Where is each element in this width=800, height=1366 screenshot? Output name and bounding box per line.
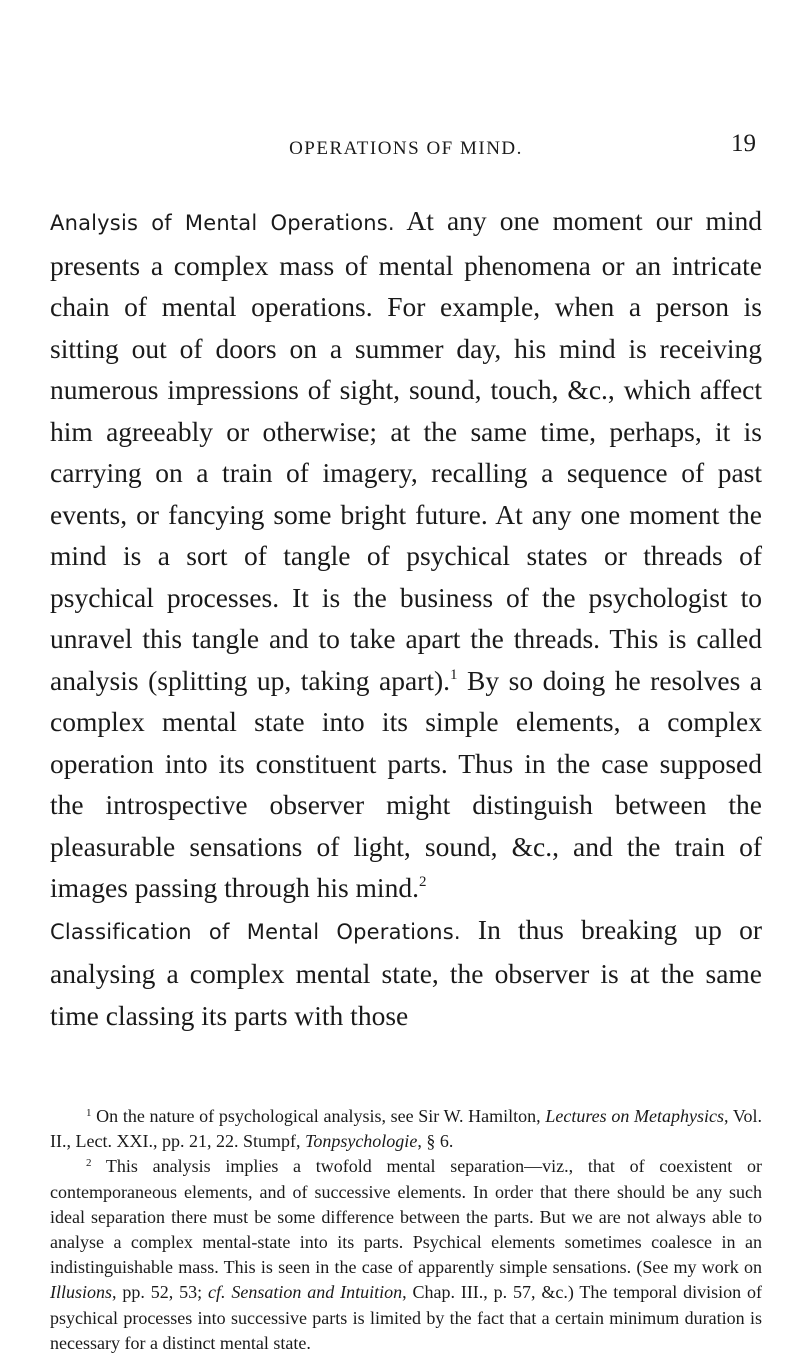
footnote-1 xyxy=(50,1104,762,1154)
paragraph-classification xyxy=(50,909,762,1037)
section-heading-classification: Classification of Mental Operations. xyxy=(50,919,461,944)
footnote-2 xyxy=(50,1154,762,1356)
running-head-title: OPERATIONS OF MIND. xyxy=(289,138,523,159)
footnote-text: On the nature of psychological analysis, see Sir W. Hamilton, xyxy=(91,1106,546,1126)
footnote-text: , pp. 52, 53; xyxy=(112,1282,208,1303)
footnotes xyxy=(50,1104,762,1356)
main-text xyxy=(50,200,762,1036)
footnote-citation-title: Lectures on Metaphysics xyxy=(545,1106,724,1126)
footnote-citation-title: Tonpsychologie xyxy=(304,1131,418,1152)
footnote-text: , § 6. xyxy=(417,1131,454,1152)
page-number: 19 xyxy=(731,130,756,157)
book-page xyxy=(50,30,763,1353)
footnote-text: , Chap. III., p. 57, &c.) The temporal division of psychical processes into successive parts is limited by the fact that a certain minimum duration is necessary for a distinct mental state. xyxy=(50,1282,762,1353)
footnote-reference: 1 xyxy=(450,666,458,683)
paragraph-text: By so doing he resolves a complex mental state into its simple elements, a complex operation into its constituent parts. Thus in the case supposed the introspective observer might distinguish between the pleasurable sensations of light, sound, &c., and the train of images passing through his mind. xyxy=(50,664,763,903)
paragraph-text: In thus breaking up or analysing a complex mental state, the observer is at the same time classing its parts with those xyxy=(50,913,763,1031)
footnote-citation-title: Illusions xyxy=(50,1282,113,1303)
section-heading-analysis: Analysis of Mental Operations. xyxy=(50,211,395,235)
footnote-marker: 2 xyxy=(86,1157,92,1170)
paragraph-text: At any one moment our mind presents a complex mass of mental phenomena or an intricate chain of mental operations. For example, when a person is sitting out of doors on a summer day, his mind is receiving numerous impressions of sight, sound, touch, &c., which affect him agreeably or otherwise; at the same time, perhaps, it is carrying on a train of imagery, recalling a sequence of past events, or fancying some bright future. At any one moment the mind is a sort of tangle of psychical states or threads of psychical processes. It is the business of the psychologist to unravel this tangle and to take apart the threads. This is called analysis (splitting up, taking apart). xyxy=(50,205,762,696)
footnote-marker: 1 xyxy=(86,1107,92,1119)
footnote-text: , Vol. II., Lect. XXI., pp. 21, 22. Stumpf, xyxy=(50,1106,763,1152)
paragraph-analysis xyxy=(50,200,762,909)
footnote-text: This analysis implies a twofold mental separation—viz., that of coexistent or contemporaneous elements, and of successive elements. In order that there should be any such ideal separation there must be some difference between the parts. But we are not always able to analyse a complex mental-state into its parts. Psychical elements sometimes coalesce in an indistinguishable mass. This is seen in the case of apparently simple sensations. (See my work on xyxy=(50,1156,762,1278)
footnote-reference: 2 xyxy=(418,874,427,890)
footnote-citation-title: cf. Sensation and Intuition xyxy=(208,1282,403,1303)
